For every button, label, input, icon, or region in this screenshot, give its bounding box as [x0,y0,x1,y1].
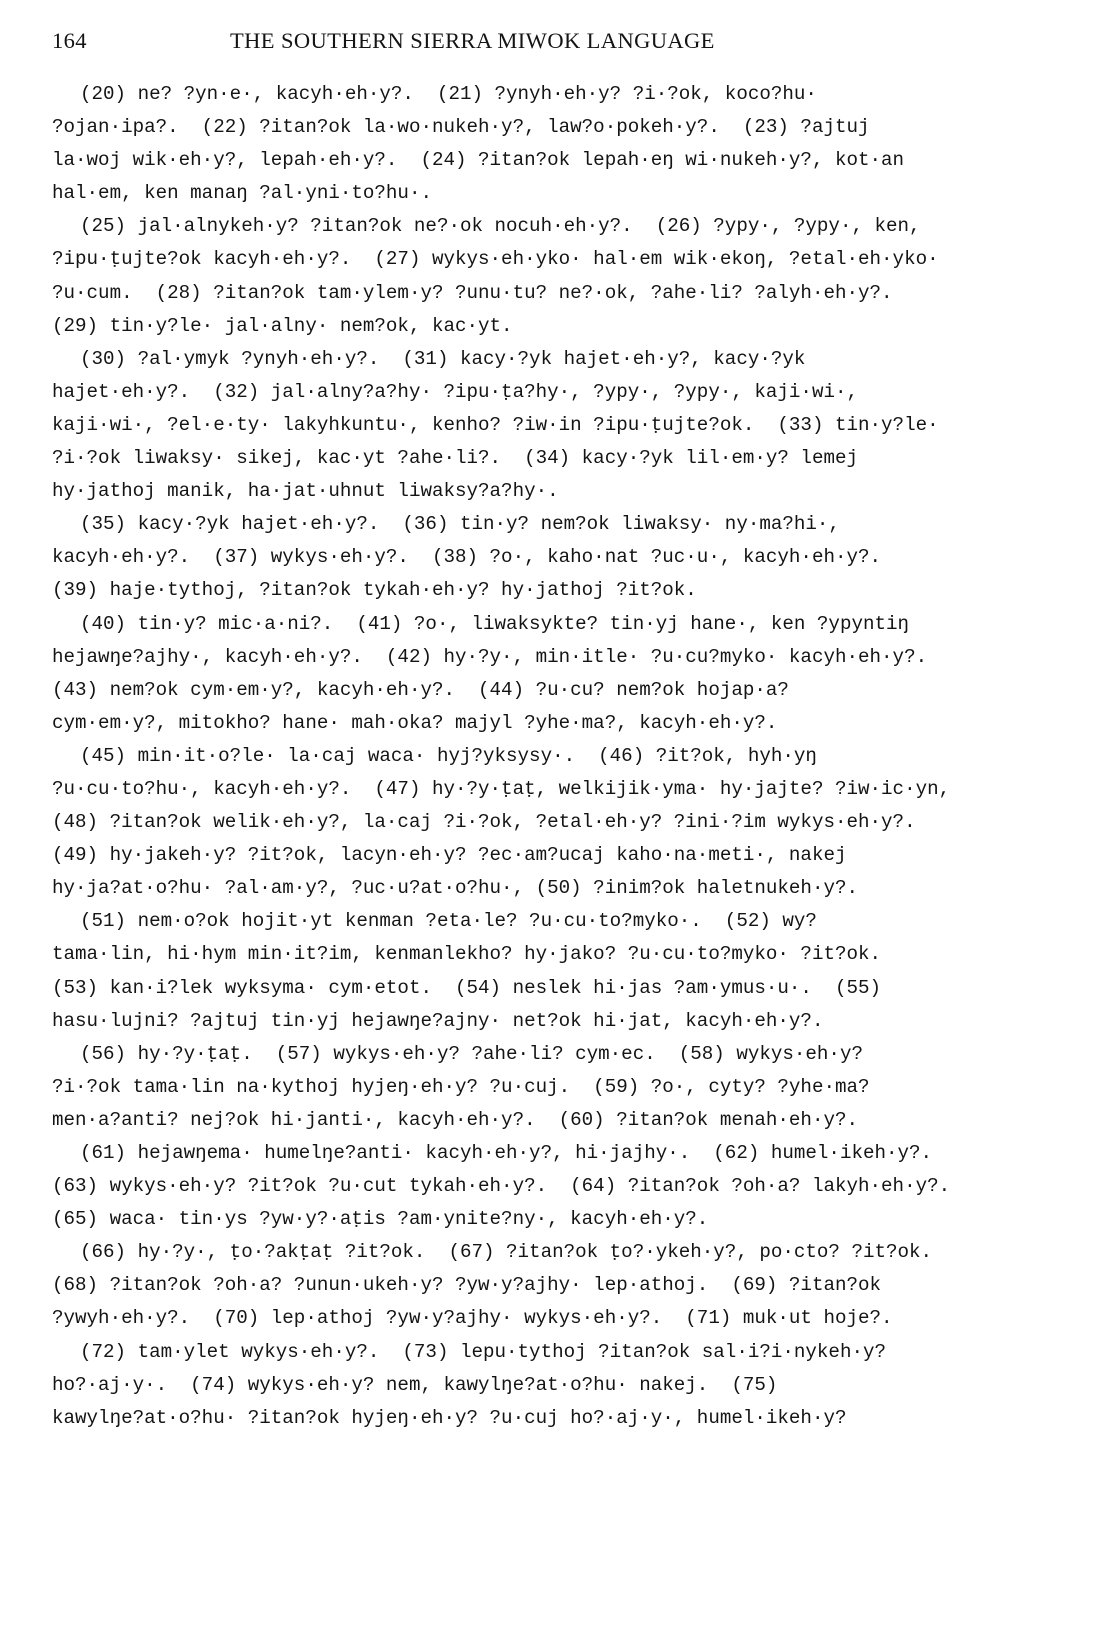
text-line: (68) ?itan?ok ?oh·a? ?unun·ukeh·y? ?yw·y?ajhy· lep·athoj. (69) ?itan?ok [52,1274,882,1297]
text-line: (35) kacy·?yk hajet·eh·y?. (36) tin·y? nem?ok liwaksy· ny·ma?hi·, [80,513,840,536]
text-line: hejawŋe?ajhy·, kacyh·eh·y?. (42) hy·?y·, min·itle· ?u·cu?myko· kacyh·eh·y?. [52,645,928,668]
text-line: hal·em, ken manaŋ ?al·yni·to?hu·. [52,182,432,205]
text-line: hajet·eh·y?. (32) jal·alny?a?hy· ?ipu·ṭa?hy·, ?ypy·, ?ypy·, kaji·wi·, [52,380,859,403]
text-line: (30) ?al·ymyk ?ynyh·eh·y?. (31) kacy·?yk hajet·eh·y?, kacy·?yk [80,347,806,370]
text-line: (63) wykys·eh·y? ?it?ok ?u·cut tykah·eh·y?. (64) ?itan?ok ?oh·a? lakyh·eh·y?. [52,1175,951,1198]
text-line: kaji·wi·, ?el·e·ty· lakyhkuntu·, kenho? ?iw·in ?ipu·ṭujte?ok. (33) tin·y?le· [52,413,939,436]
text-line: hasu·lujni? ?ajtuj tin·yj hejawŋe?ajny· net?ok hi·jat, kacyh·eh·y?. [52,1009,824,1032]
text-line: hy·jathoj manik, ha·jat·uhnut liwaksy?a?hy·. [52,480,559,503]
text-line: cym·em·y?, mitokho? hane· mah·oka? majyl ?yhe·ma?, kacyh·eh·y?. [52,711,778,734]
text-line: ?u·cum. (28) ?itan?ok tam·ylem·y? ?unu·tu? ne?·ok, ?ahe·li? ?alyh·eh·y?. [52,281,893,304]
paragraph [52,1137,1025,1236]
paragraph [52,1038,1025,1137]
paragraph [52,1236,1025,1335]
text-line: kacyh·eh·y?. (37) wykys·eh·y?. (38) ?o·, kaho·nat ?uc·u·, kacyh·eh·y?. [52,546,882,569]
text-line: (56) hy·?y·ṭaṭ. (57) wykys·eh·y? ?ahe·li? cym·ec. (58) wykys·eh·y? [80,1042,863,1065]
paragraph [52,508,1025,607]
text-line: ?i·?ok tama·lin na·kythoj hyjeŋ·eh·y? ?u·cuj. (59) ?o·, cyty? ?yhe·ma? [52,1075,870,1098]
text-body [52,78,1025,1435]
text-line: (39) haje·tythoj, ?itan?ok tykah·eh·y? hy·jathoj ?it?ok. [52,579,697,602]
paragraph [52,343,1025,508]
text-line: (72) tam·ylet wykys·eh·y?. (73) lepu·tythoj ?itan?ok sal·i?i·nykeh·y? [80,1340,887,1363]
text-line: hy·ja?at·o?hu· ?al·am·y?, ?uc·u?at·o?hu·, (50) ?inim?ok haletnukeh·y?. [52,877,859,900]
paragraph [52,210,1025,342]
text-line: (40) tin·y? mic·a·ni?. (41) ?o·, liwaksykte? tin·yj hane·, ken ?ypyntiŋ [80,612,910,635]
text-line: ?ywyh·eh·y?. (70) lep·athoj ?yw·y?ajhy· wykys·eh·y?. (71) muk·ut hoje?. [52,1307,893,1330]
text-line: tama·lin, hi·hym min·it?im, kenmanlekho? hy·jako? ?u·cu·to?myko· ?it?ok. [52,943,882,966]
text-line: (49) hy·jakeh·y? ?it?ok, lacyn·eh·y? ?ec·am?ucaj kaho·na·meti·, nakej [52,844,847,867]
text-line: (61) hejawŋema· humelŋe?anti· kacyh·eh·y?, hi·jajhy·. (62) humel·ikeh·y?. [80,1142,933,1164]
paragraph [52,608,1025,740]
page-number: 164 [52,28,87,53]
text-line: (66) hy·?y·, ṭo·?akṭaṭ ?it?ok. (67) ?itan?ok ṭo?·ykeh·y?, po·cto? ?it?ok. [80,1241,933,1264]
text-line: ?ojan·ipa?. (22) ?itan?ok la·wo·nukeh·y?, law?o·pokeh·y?. (23) ?ajtuj [52,116,870,139]
text-line: (65) waca· tin·ys ?yw·y?·aṭis ?am·ynite?ny·, kacyh·eh·y?. [52,1208,709,1231]
text-line: (43) nem?ok cym·em·y?, kacyh·eh·y?. (44) ?u·cu? nem?ok hojap·a? [52,678,789,701]
text-line: la·woj wik·eh·y?, lepah·eh·y?. (24) ?itan?ok lepah·eŋ wi·nukeh·y?, kot·an [52,149,905,172]
text-line: ho?·aj·y·. (74) wykys·eh·y? nem, kawylŋe?at·o?hu· nakej. (75) [52,1373,778,1396]
text-line: (45) min·it·o?le· la·caj waca· hyj?yksysy·. (46) ?it?ok, hyh·yŋ [80,744,817,767]
paragraph [52,740,1025,905]
text-line: ?i·?ok liwaksy· sikej, kac·yt ?ahe·li?. (34) kacy·?yk lil·em·y? lemej [52,447,859,470]
text-line: men·a?anti? nej?ok hi·janti·, kacyh·eh·y?. (60) ?itan?ok menah·eh·y?. [52,1108,859,1131]
running-header [52,28,1025,72]
text-line: ?ipu·ṭujte?ok kacyh·eh·y?. (27) wykys·eh·yko· hal·em wik·ekoŋ, ?etal·eh·yko· [52,248,939,271]
text-line: ?u·cu·to?hu·, kacyh·eh·y?. (47) hy·?y·ṭaṭ, welkijik·yma· hy·jajte? ?iw·ic·yn, [52,777,951,800]
text-line: (51) nem·o?ok hojit·yt kenman ?eta·le? ?u·cu·to?myko·. (52) wy? [80,910,817,933]
text-line: (20) ne? ?yn·e·, kacyh·eh·y?. (21) ?ynyh·eh·y? ?i·?ok, koco?hu· [80,83,817,105]
text-line: kawylŋe?at·o?hu· ?itan?ok hyjeŋ·eh·y? ?u·cuj ho?·aj·y·, humel·ikeh·y? [52,1406,847,1429]
running-title: THE SOUTHERN SIERRA MIWOK LANGUAGE [230,28,715,53]
text-line: (29) tin·y?le· jal·alny· nem?ok, kac·yt. [52,314,513,337]
text-line: (48) ?itan?ok welik·eh·y?, la·caj ?i·?ok, ?etal·eh·y? ?ini·?im wykys·eh·y?. [52,811,916,834]
text-line: (53) kan·i?lek wyksyma· cym·etot. (54) neslek hi·jas ?am·ymus·u·. (55) [52,976,882,999]
paragraph [52,1336,1025,1435]
paragraph [52,78,1025,210]
text-line: (25) jal·alnykeh·y? ?itan?ok ne?·ok nocuh·eh·y?. (26) ?ypy·, ?ypy·, ken, [80,215,921,238]
paragraph [52,905,1025,1037]
